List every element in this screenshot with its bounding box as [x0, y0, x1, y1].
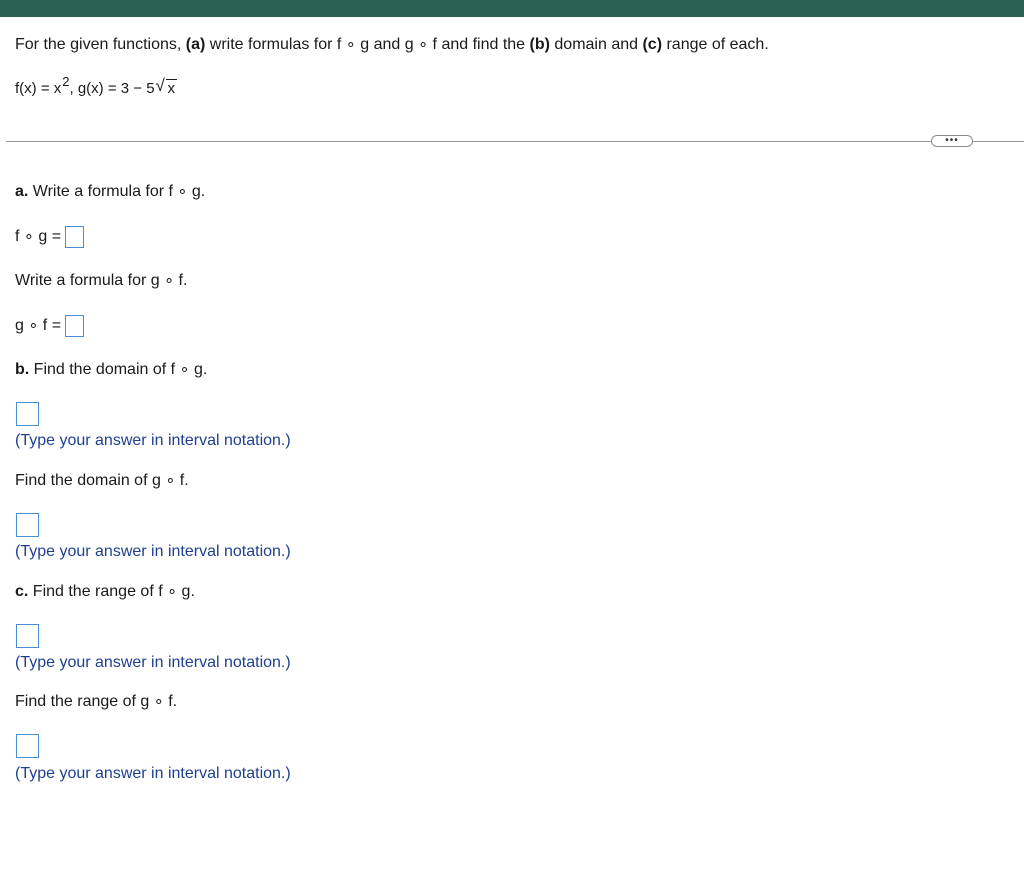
interval-notation-hint: (Type your answer in interval notation.) [15, 765, 291, 782]
part-c-question [15, 582, 195, 602]
part-b-text: Find the domain of f ∘ g. [29, 361, 208, 378]
divider [6, 141, 1024, 142]
part-b-label: b. [15, 361, 30, 378]
prompt-part-b-label: (b) [529, 36, 550, 53]
range-fog-answer-input[interactable] [16, 624, 39, 648]
domain-fog-answer-input[interactable] [16, 402, 39, 426]
prompt-text: For the given functions, [15, 36, 186, 53]
top-bar [0, 0, 1024, 17]
f-definition: f(x) = x [15, 80, 62, 97]
g-definition: , g(x) = 3 − 5 [69, 80, 155, 97]
part-a-question [15, 182, 205, 202]
part-c-text: Find the range of f ∘ g. [28, 583, 195, 600]
interval-notation-hint: (Type your answer in interval notation.) [15, 543, 291, 560]
fog-label: f ∘ g = [15, 228, 62, 245]
interval-notation-hint: (Type your answer in interval notation.) [15, 654, 291, 671]
gof-label: g ∘ f = [15, 317, 62, 334]
function-definitions [15, 74, 177, 99]
range-gof-question: Find the range of g ∘ f. [15, 693, 178, 710]
gof-equation [15, 315, 84, 337]
fog-equation [15, 226, 84, 248]
radicand: x [167, 80, 176, 97]
prompt-text: domain and [549, 36, 643, 53]
part-a-text: Write a formula for f ∘ g. [28, 183, 206, 200]
part-a-label: a. [15, 183, 29, 200]
part-c-label: c. [15, 583, 29, 600]
exponent: 2 [62, 74, 70, 89]
interval-notation-hint: (Type your answer in interval notation.) [15, 432, 291, 449]
gof-formula-question: Write a formula for g ∘ f. [15, 272, 188, 289]
domain-gof-answer-input[interactable] [16, 513, 39, 537]
domain-gof-question: Find the domain of g ∘ f. [15, 472, 189, 489]
square-root [155, 76, 178, 99]
prompt-text: write formulas for f ∘ g and g ∘ f and find the [205, 36, 530, 53]
prompt-text: range of each. [662, 36, 769, 53]
part-b-question [15, 360, 207, 380]
radical-sign-icon: √ [155, 76, 165, 95]
range-gof-answer-input[interactable] [16, 734, 39, 758]
prompt-part-c-label: (c) [642, 36, 663, 53]
question-prompt [15, 35, 769, 55]
more-button[interactable]: ••• [931, 135, 973, 147]
gof-answer-input[interactable] [65, 315, 84, 337]
prompt-part-a-label: (a) [185, 36, 206, 53]
fog-answer-input[interactable] [65, 226, 84, 248]
